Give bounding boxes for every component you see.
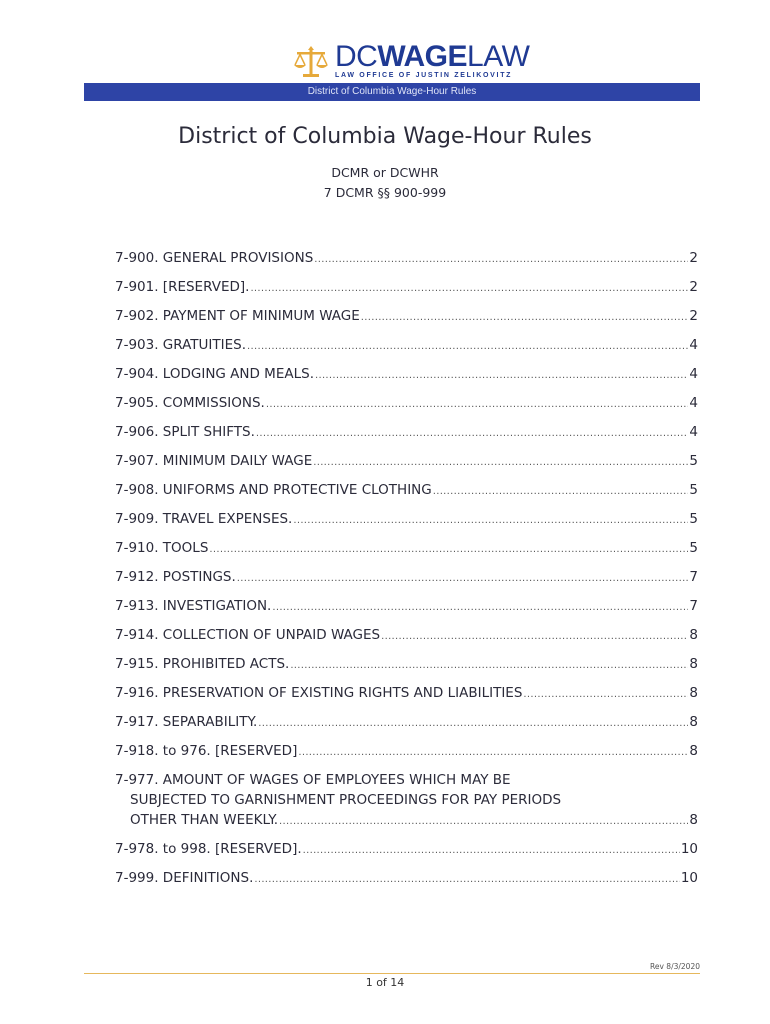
toc-entry[interactable] bbox=[115, 625, 698, 647]
page-indicator: 1 of 14 bbox=[365, 976, 405, 989]
toc-page-number: 7 bbox=[689, 569, 698, 585]
toc-entry-title: 7-907. MINIMUM DAILY WAGE bbox=[115, 453, 313, 469]
toc-leader-dots bbox=[313, 453, 688, 473]
toc-entry-title: 7-905. COMMISSIONS. bbox=[115, 395, 265, 411]
toc-entry-title: 7-913. INVESTIGATION. bbox=[115, 598, 272, 614]
footer-divider bbox=[84, 973, 700, 974]
toc-leader-dots bbox=[279, 812, 688, 832]
toc-entry[interactable] bbox=[115, 741, 698, 763]
toc-entry-title: 7-902. PAYMENT OF MINIMUM WAGE bbox=[115, 308, 360, 324]
toc-entry-title: 7-912. POSTINGS. bbox=[115, 569, 236, 585]
toc-entry[interactable] bbox=[115, 712, 698, 734]
document-subtitle-2: 7 DCMR §§ 900-999 bbox=[323, 185, 447, 200]
toc-page-number: 8 bbox=[689, 812, 698, 828]
toc-page-number: 2 bbox=[689, 308, 698, 324]
logo-wordmark: DCWAGELAW bbox=[335, 40, 530, 73]
toc-leader-dots bbox=[237, 569, 689, 589]
toc-page-number: 5 bbox=[689, 511, 698, 527]
toc-leader-dots bbox=[433, 482, 689, 502]
toc-entry[interactable] bbox=[115, 683, 698, 705]
toc-page-number: 10 bbox=[680, 841, 698, 857]
toc-page-number: 2 bbox=[689, 250, 698, 266]
toc-leader-dots bbox=[293, 511, 688, 531]
toc-entry-title: 7-915. PROHIBITED ACTS. bbox=[115, 656, 290, 672]
toc-entry-title: 7-999. DEFINITIONS. bbox=[115, 870, 254, 886]
toc-leader-dots bbox=[209, 540, 688, 560]
toc-entry[interactable] bbox=[115, 364, 698, 386]
toc-entry[interactable] bbox=[115, 422, 698, 444]
revision-date: Rev 8/3/2020 bbox=[650, 962, 700, 971]
toc-entry-title: 7-918. to 976. [RESERVED] bbox=[115, 743, 298, 759]
toc-entry[interactable] bbox=[115, 248, 698, 270]
toc-leader-dots bbox=[266, 395, 689, 415]
toc-entry-title: 7-977. AMOUNT OF WAGES OF EMPLOYEES WHICH MAY BE bbox=[115, 772, 511, 788]
toc-entry-title: 7-914. COLLECTION OF UNPAID WAGES bbox=[115, 627, 381, 643]
document-subtitle-1: DCMR or DCWHR bbox=[331, 165, 439, 180]
toc-entry-title: 7-909. TRAVEL EXPENSES. bbox=[115, 511, 293, 527]
toc-entry-title: 7-900. GENERAL PROVISIONS bbox=[115, 250, 314, 266]
toc-leader-dots bbox=[314, 250, 688, 270]
toc-entry-title: OTHER THAN WEEKLY. bbox=[130, 812, 279, 828]
toc-page-number: 7 bbox=[689, 598, 698, 614]
toc-entry[interactable] bbox=[115, 480, 698, 502]
toc-entry[interactable] bbox=[115, 306, 698, 328]
toc-entry-title: 7-978. to 998. [RESERVED]. bbox=[115, 841, 302, 857]
toc-leader-dots bbox=[258, 714, 688, 734]
header-banner: District of Columbia Wage-Hour Rules bbox=[84, 83, 700, 101]
toc-entry-title: 7-917. SEPARABILITY. bbox=[115, 714, 258, 730]
toc-leader-dots bbox=[298, 743, 688, 763]
toc-leader-dots bbox=[254, 870, 679, 890]
toc-entry[interactable] bbox=[115, 277, 698, 299]
toc-entry[interactable] bbox=[115, 596, 698, 618]
toc-entry[interactable] bbox=[115, 770, 698, 832]
toc-entry[interactable] bbox=[115, 654, 698, 676]
toc-page-number: 5 bbox=[689, 453, 698, 469]
toc-page-number: 4 bbox=[689, 424, 698, 440]
toc-page-number: 10 bbox=[680, 870, 698, 886]
toc-entry[interactable] bbox=[115, 451, 698, 473]
toc-leader-dots bbox=[361, 308, 689, 328]
toc-entry-title: 7-906. SPLIT SHIFTS. bbox=[115, 424, 255, 440]
toc-entry-title: SUBJECTED TO GARNISHMENT PROCEEDINGS FOR PAY PERIODS bbox=[130, 792, 562, 808]
toc-entry[interactable] bbox=[115, 538, 698, 560]
toc-leader-dots bbox=[256, 424, 689, 444]
toc-leader-dots bbox=[272, 598, 688, 618]
toc-leader-dots bbox=[315, 366, 688, 386]
toc-entry[interactable] bbox=[115, 335, 698, 357]
logo-subtitle: LAW OFFICE OF JUSTIN ZELIKOVITZ bbox=[335, 72, 513, 79]
toc-entry-title: 7-904. LODGING AND MEALS. bbox=[115, 366, 314, 382]
toc-page-number: 8 bbox=[689, 656, 698, 672]
toc-page-number: 4 bbox=[689, 337, 698, 353]
toc-entry[interactable] bbox=[115, 868, 698, 890]
toc-page-number: 4 bbox=[689, 395, 698, 411]
toc-entry-title: 7-916. PRESERVATION OF EXISTING RIGHTS AND LIABILITIES bbox=[115, 685, 523, 701]
toc-entry-title: 7-903. GRATUITIES. bbox=[115, 337, 247, 353]
document-title: District of Columbia Wage-Hour Rules bbox=[178, 124, 592, 149]
scales-of-justice-icon bbox=[291, 46, 331, 78]
toc-page-number: 8 bbox=[689, 714, 698, 730]
toc-leader-dots bbox=[247, 337, 688, 357]
toc-page-number: 5 bbox=[689, 540, 698, 556]
toc-leader-dots bbox=[250, 279, 688, 299]
toc-entry[interactable] bbox=[115, 839, 698, 861]
toc-entry-title: 7-901. [RESERVED]. bbox=[115, 279, 250, 295]
toc-page-number: 8 bbox=[689, 627, 698, 643]
toc-page-number: 8 bbox=[689, 685, 698, 701]
toc-page-number: 4 bbox=[689, 366, 698, 382]
toc-entry[interactable] bbox=[115, 393, 698, 415]
toc-leader-dots bbox=[523, 685, 688, 705]
logo bbox=[291, 40, 530, 79]
toc-entry-title: 7-910. TOOLS bbox=[115, 540, 209, 556]
toc-page-number: 5 bbox=[689, 482, 698, 498]
toc-entry[interactable] bbox=[115, 509, 698, 531]
toc-leader-dots bbox=[290, 656, 688, 676]
toc-page-number: 8 bbox=[689, 743, 698, 759]
toc-entry-title: 7-908. UNIFORMS AND PROTECTIVE CLOTHING bbox=[115, 482, 432, 498]
toc-page-number: 2 bbox=[689, 279, 698, 295]
toc-leader-dots bbox=[303, 841, 680, 861]
toc-leader-dots bbox=[381, 627, 688, 647]
toc-entry[interactable] bbox=[115, 567, 698, 589]
